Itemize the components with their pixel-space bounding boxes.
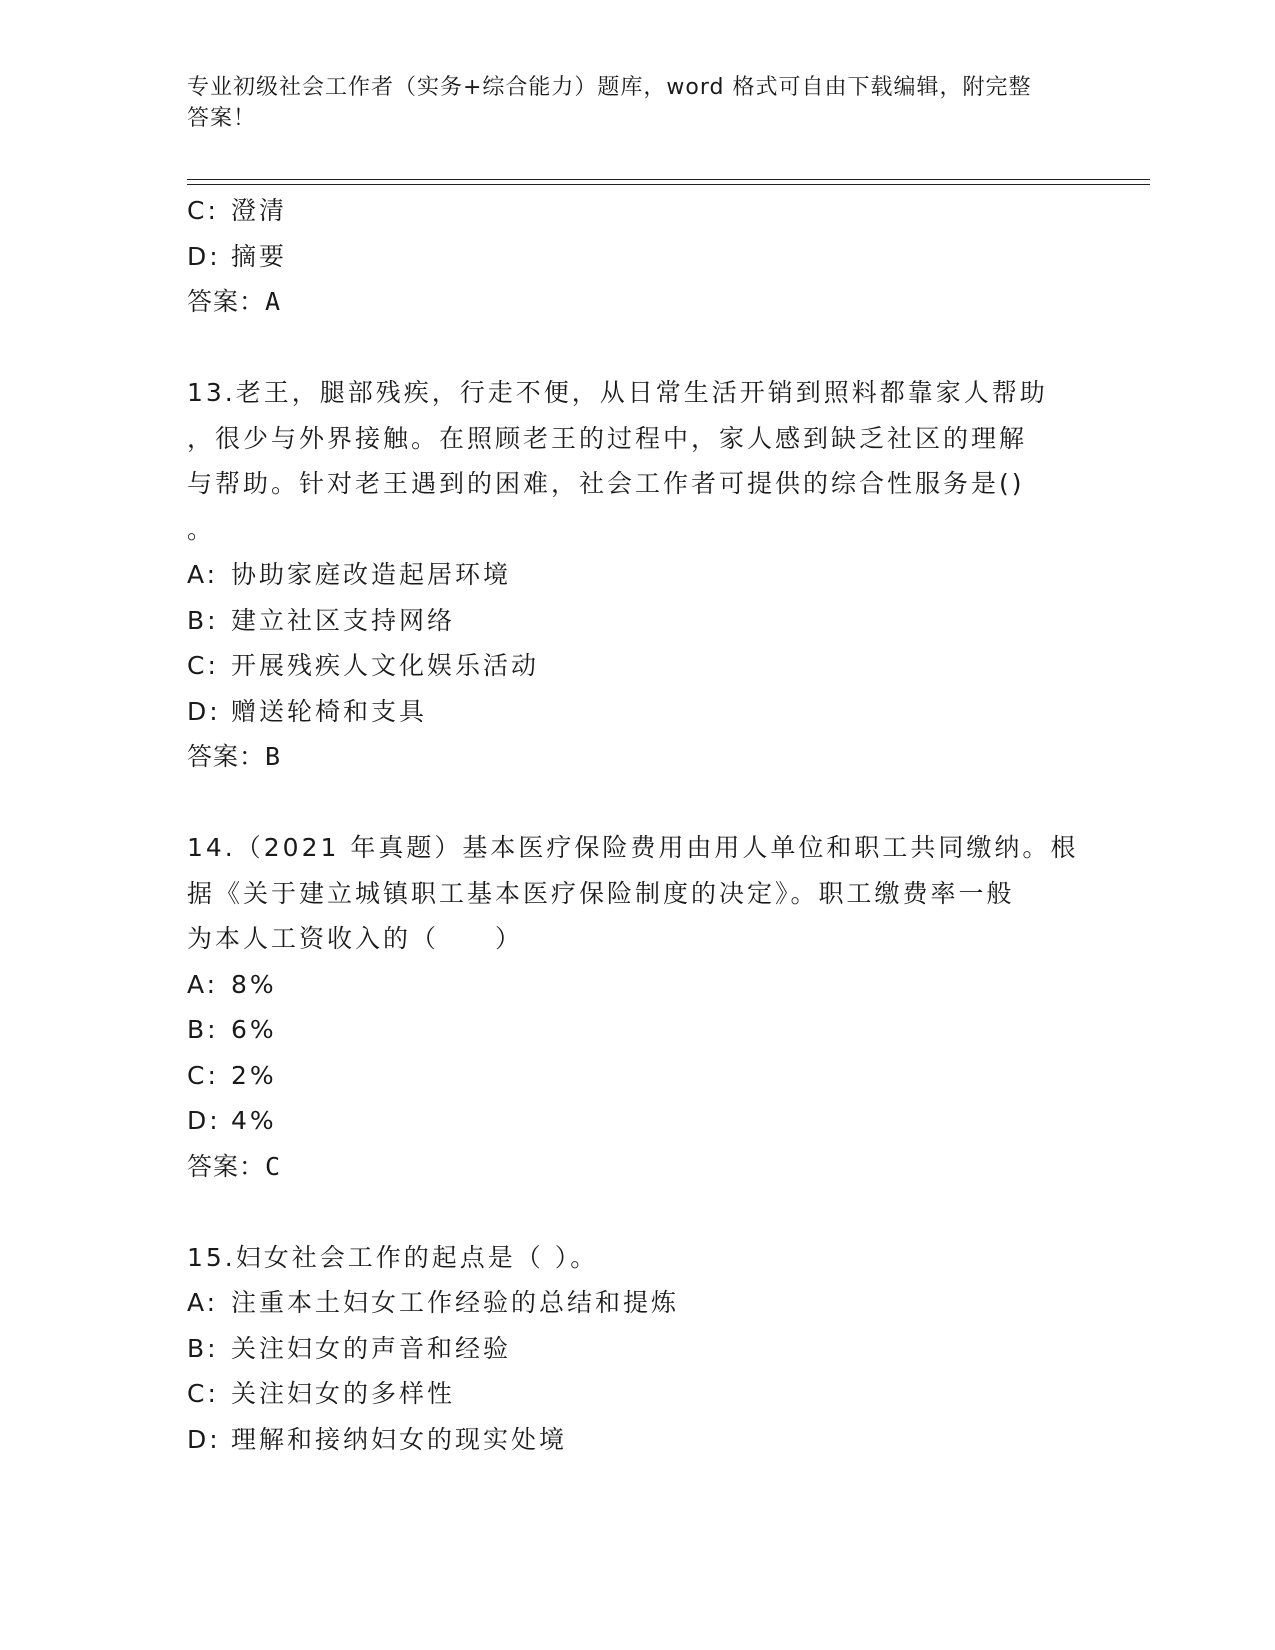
- document-body: [187, 188, 1087, 1462]
- option-b: [187, 1007, 1087, 1053]
- option-label: C:: [187, 1060, 219, 1090]
- option-label: A:: [187, 560, 219, 589]
- question-text-line: 13.老王，腿部残疾，行走不便，从日常生活开销到照料都靠家人帮助: [187, 378, 1048, 407]
- question-text-line: 。: [187, 514, 216, 544]
- option-text: 关注妇女的多样性: [231, 1379, 456, 1408]
- option-d: [187, 1098, 1087, 1144]
- question-text-line: 15.妇女社会工作的起点是（ ）。: [187, 1242, 599, 1272]
- spacer: [187, 325, 1087, 371]
- option-label: A:: [187, 969, 219, 999]
- option-label: D:: [187, 1106, 221, 1135]
- option-text: 关注妇女的声音和经验: [231, 1333, 512, 1363]
- option-text: 赠送轮椅和支具: [231, 696, 428, 726]
- option-text: 注重本土妇女工作经验的总结和提炼: [231, 1288, 680, 1317]
- option-b: [187, 598, 1087, 644]
- question-14: [187, 825, 1087, 1189]
- header-line-2: 答案！: [187, 106, 257, 131]
- option-b: [187, 1326, 1087, 1372]
- option-text: 2%: [231, 1060, 277, 1090]
- option-text: 建立社区支持网络: [231, 605, 456, 635]
- option-label: B:: [187, 1015, 219, 1044]
- option-text: 开展残疾人文化娱乐活动: [231, 651, 540, 680]
- option-label: C:: [187, 651, 219, 680]
- option-text: 摘要: [231, 241, 288, 271]
- option-text: 6%: [231, 1015, 277, 1044]
- spacer: [187, 1189, 1087, 1235]
- option-label: D:: [187, 1424, 221, 1454]
- option-label: A:: [187, 1288, 219, 1317]
- question-text-line: ，很少与外界接触。在照顾老王的过程中，家人感到缺乏社区的理解: [187, 423, 1028, 453]
- option-c: [187, 1053, 1087, 1099]
- option-a: [187, 552, 1087, 598]
- continued-question: [187, 188, 1087, 325]
- option-d: [187, 234, 1087, 280]
- option-label: B:: [187, 1333, 219, 1363]
- option-text: 理解和接纳妇女的现实处境: [231, 1424, 568, 1454]
- option-c: [187, 188, 1087, 234]
- document-header: [187, 72, 1087, 134]
- option-label: D:: [187, 241, 221, 271]
- answer-line: 答案：A: [187, 287, 282, 316]
- option-label: B:: [187, 605, 219, 635]
- option-text: 澄清: [231, 196, 288, 225]
- spacer: [187, 780, 1087, 826]
- answer-line: 答案：C: [187, 1151, 282, 1181]
- question-text-line: 据《关于建立城镇职工基本医疗保险制度的决定》。职工缴费率一般: [187, 878, 1015, 908]
- answer-line: 答案：B: [187, 742, 282, 771]
- option-text: 8%: [231, 969, 277, 999]
- option-label: C:: [187, 1379, 219, 1408]
- option-d: [187, 689, 1087, 735]
- option-d: [187, 1417, 1087, 1463]
- header-divider-bottom: [187, 184, 1150, 185]
- option-a: [187, 1280, 1087, 1326]
- question-13: [187, 370, 1087, 780]
- question-text-line: 为本人工资收入的（ ）: [187, 924, 524, 953]
- option-text: 4%: [231, 1106, 277, 1135]
- question-15: [187, 1235, 1087, 1463]
- question-text-line: 14.（2021 年真题）基本医疗保险费用由用人单位和职工共同缴纳。根: [187, 833, 1079, 862]
- question-text-line: 与帮助。针对老王遇到的困难，社会工作者可提供的综合性服务是(): [187, 469, 1025, 498]
- option-a: [187, 962, 1087, 1008]
- option-label: C:: [187, 196, 219, 225]
- header-divider-top: [187, 179, 1150, 180]
- header-line-1: 专业初级社会工作者（实务+综合能力）题库，word 格式可自由下载编辑，附完整: [187, 75, 1032, 100]
- option-c: [187, 1371, 1087, 1417]
- option-c: [187, 643, 1087, 689]
- option-label: D:: [187, 696, 221, 726]
- option-text: 协助家庭改造起居环境: [231, 560, 512, 589]
